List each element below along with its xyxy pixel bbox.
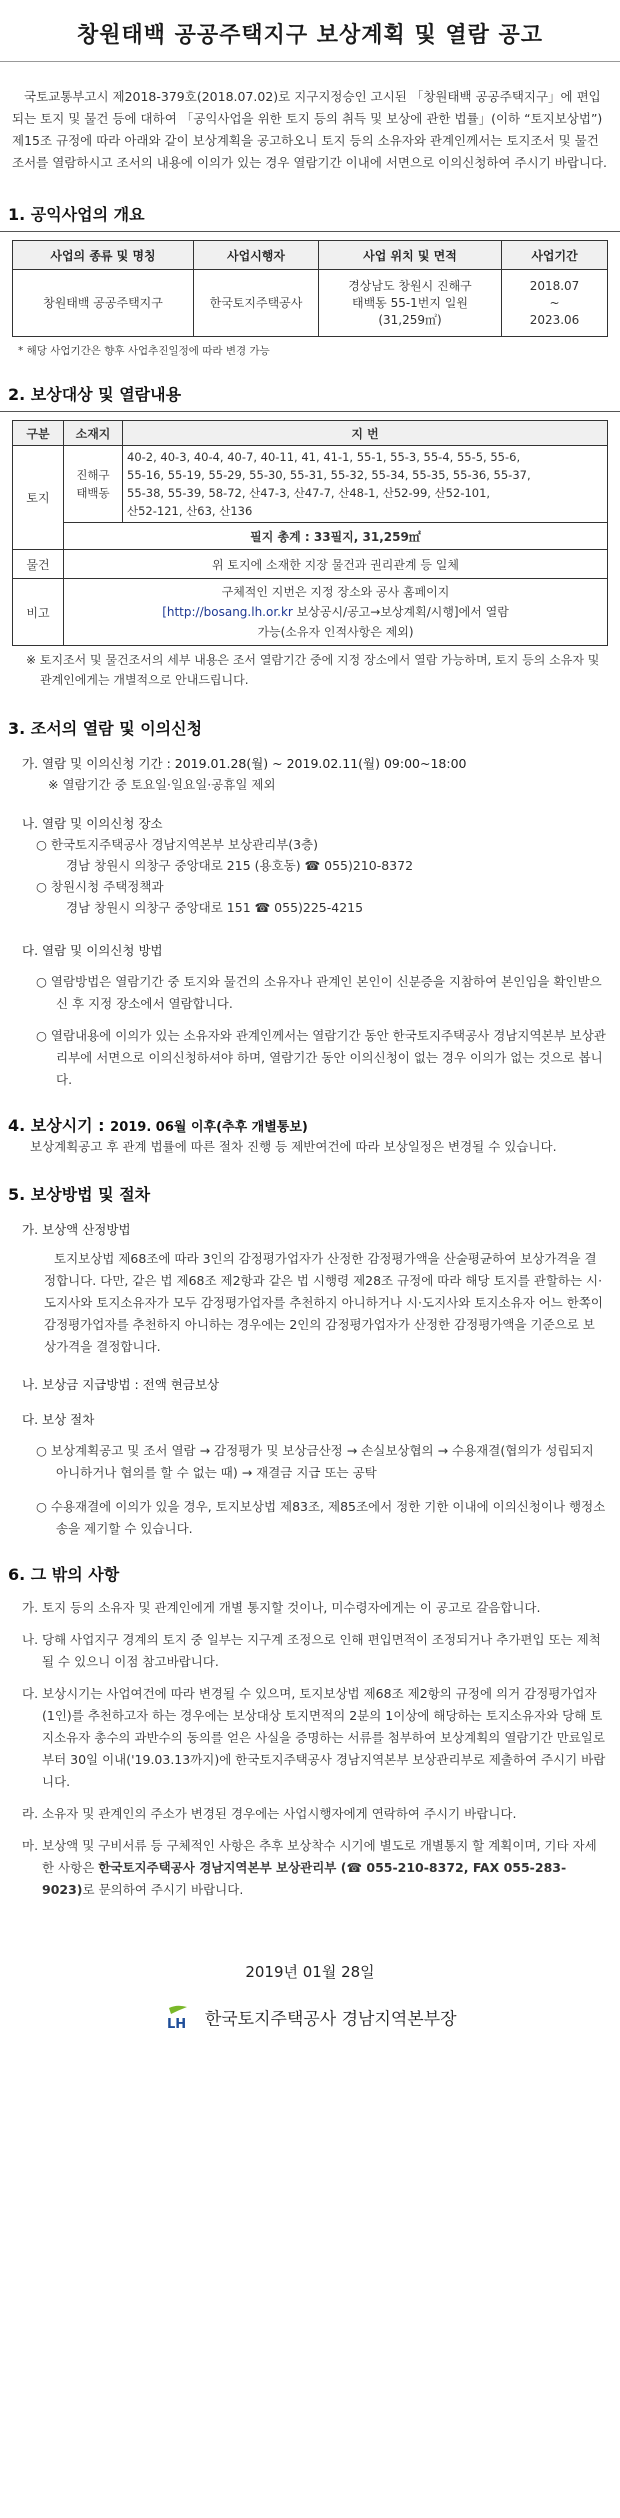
remark-line: 구체적인 지번은 지정 장소와 공사 홈페이지 bbox=[221, 585, 450, 599]
valuation-heading: 가. 보상액 산정방법 bbox=[22, 1222, 131, 1237]
notice-page bbox=[0, 18, 620, 2518]
remark-text: 보상공시/공고→보상계획/시행]에서 열람 bbox=[292, 605, 509, 619]
section-1-rule bbox=[0, 231, 620, 232]
project-overview-table bbox=[12, 240, 608, 337]
table-row bbox=[13, 523, 608, 550]
period-end: 2023.06 bbox=[529, 312, 580, 327]
project-name-cell: 창원태백 공공주택지구 bbox=[13, 270, 194, 337]
place-lh-address: 경남 창원시 의창구 중앙대로 215 (용호동) ☎ 055)210-8372 bbox=[66, 858, 414, 873]
table-row bbox=[13, 270, 608, 337]
payment-method: 나. 보상금 지급방법 : 전액 현금보상 bbox=[22, 1377, 220, 1392]
other-item-c: 다. 보상시기는 사업여건에 따라 변경될 수 있으며, 토지보상법 제68조 제2항의 규정에 의거 감정평가업자(1인)를 추천하고자 하는 경우에는 보상대상 토지면적의 2분의 1이상에 해당하는 토지소유자와 당해 토지소유자 총수의 과반수의 동의를 얻은 사실을 증명하는 서류를 첨부하여 보상계획의 열람기간 만료일로부터 30일 이내('19.03.13까지)에 한국토지주택공사 경남지역본부 보상관리부로 제출하여 주시기 바랍니다. bbox=[22, 1686, 606, 1789]
section-1-heading: 1. 공익사업의 개요 bbox=[8, 205, 145, 224]
lot-line: 55-16, 55-19, 55-29, 55-30, 55-31, 55-32, 55-34, 55-35, 55-36, 55-37, bbox=[127, 468, 531, 482]
remark-label: 비고 bbox=[13, 579, 64, 646]
location-area: (31,259㎡) bbox=[378, 312, 442, 327]
inspection-place-heading: 나. 열람 및 이의신청 장소 bbox=[22, 816, 163, 831]
procedure-2: ○ 수용재결에 이의가 있을 경우, 토지보상법 제83조, 제85조에서 정한 기한 이내에 이의신청이나 행정소송을 제기할 수 있습니다. bbox=[36, 1499, 606, 1536]
operator-cell: 한국토지주택공사 bbox=[194, 270, 319, 337]
contact-info: 한국토지주택공사 경남지역본부 보상관리부 (☎ 055-210-8372, FAX 055-283-9023) bbox=[42, 1860, 567, 1897]
logo-text: LH bbox=[167, 2017, 187, 2030]
issuer-name: 한국토지주택공사 경남지역본부장 bbox=[204, 2009, 457, 2030]
table-row bbox=[13, 550, 608, 579]
section-4-heading bbox=[0, 1113, 620, 1136]
lot-line: 55-38, 55-39, 58-72, 산47-3, 산47-7, 산48-1, 산52-99, 산52-101, bbox=[127, 486, 491, 500]
inspection-method-heading: 다. 열람 및 이의신청 방법 bbox=[22, 943, 163, 958]
lot-line: 산52-121, 산63, 산136 bbox=[127, 504, 253, 518]
other-item-d: 라. 소유자 및 관계인의 주소가 변경된 경우에는 사업시행자에게 연락하여 주시기 바랍니다. bbox=[22, 1806, 517, 1821]
compensation-target-table bbox=[12, 420, 608, 646]
procedure-1: ○ 보상계획공고 및 조서 열람 → 감정평가 및 보상금산정 → 손실보상협의 → 수용재결(협의가 성립되지 아니하거나 협의를 할 수 없는 때) → 재결금 지급 또는 공탁 bbox=[36, 1443, 594, 1480]
period-note: * 해당 사업기간은 향후 사업추진일정에 따라 변경 가능 bbox=[18, 345, 270, 357]
land-location-line: 진해구 bbox=[76, 468, 110, 482]
period-cell bbox=[502, 270, 608, 337]
section-4-label: 4. 보상시기 : bbox=[8, 1116, 111, 1135]
page-title: 창원태백 공공주택지구 보상계획 및 열람 공고 bbox=[76, 23, 544, 48]
lot-total-cell: 필지 총계 : 33필지, 31,259㎡ bbox=[64, 523, 608, 550]
place-cityhall: ○ 창원시청 주택정책과 bbox=[36, 879, 164, 894]
location-line: 태백동 55-1번지 일원 bbox=[351, 295, 468, 310]
table-header: 사업시행자 bbox=[194, 241, 319, 270]
inspection-method-2: ○ 열람내용에 이의가 있는 소유자와 관계인께서는 열람기간 동안 한국토지주택공사 경남지역본부 보상관리부에 서면으로 이의신청하셔야 하며, 열람기간 동안 이의신청이 없는 경우 이의가 없는 것으로 봅니다. bbox=[36, 1028, 606, 1087]
section-3-heading: 3. 조서의 열람 및 이의신청 bbox=[8, 719, 203, 738]
lot-numbers-cell bbox=[123, 446, 608, 523]
period-sep: ~ bbox=[549, 295, 560, 310]
period-start: 2018.07 bbox=[529, 278, 580, 293]
compensation-timing: 2019. 06월 이후(추후 개별통보) bbox=[110, 1120, 308, 1135]
table-header: 지 번 bbox=[123, 421, 608, 446]
table-header: 사업의 종류 및 명칭 bbox=[13, 241, 194, 270]
other-item-e bbox=[0, 1835, 620, 1901]
other-item-b: 나. 당해 사업지구 경계의 토지 중 일부는 지구계 조정으로 인해 편입면적이 조정되거나 추가편입 또는 제척될 수 있으니 이점 참고바랍니다. bbox=[22, 1632, 601, 1669]
other-item-e-text: 마. 보상액 및 구비서류 등 구체적인 사항은 추후 보상착수 시기에 별도로 개별통지 할 계획이며, 기타 자세한 사항은 bbox=[22, 1838, 597, 1875]
remark-line bbox=[64, 602, 607, 622]
homepage-link[interactable]: [http://bosang.lh.or.kr bbox=[162, 605, 293, 619]
land-label: 토지 bbox=[13, 446, 64, 550]
table-header: 사업기간 bbox=[502, 241, 608, 270]
inspection-footnote: ※ 토지조서 및 물건조서의 세부 내용은 조서 열람기간 중에 지정 장소에서 열람 가능하며, 토지 등의 소유자 및 관계인에게는 개별적으로 안내드립니다. bbox=[26, 653, 600, 687]
section-2-rule bbox=[0, 411, 620, 412]
section-6-heading: 6. 그 밖의 사항 bbox=[8, 1565, 120, 1584]
procedure-heading: 다. 보상 절차 bbox=[22, 1412, 95, 1427]
lot-line: 40-2, 40-3, 40-4, 40-7, 40-11, 41, 41-1, 55-1, 55-3, 55-4, 55-5, 55-6, bbox=[127, 450, 521, 464]
land-location-cell bbox=[64, 446, 123, 523]
table-header: 사업 위치 및 면적 bbox=[319, 241, 502, 270]
location-cell bbox=[319, 270, 502, 337]
inspection-period-note: ※ 열람기간 중 토요일·일요일·공휴일 제외 bbox=[48, 777, 276, 792]
inspection-method-1: ○ 열람방법은 열람기간 중 토지와 물건의 소유자나 관계인 본인이 신분증을 지참하여 본인임을 확인받으신 후 지정 장소에서 열람합니다. bbox=[36, 974, 602, 1011]
goods-text: 위 토지에 소재한 지장 물건과 권리관계 등 일체 bbox=[64, 550, 608, 579]
location-line: 경상남도 창원시 진해구 bbox=[348, 278, 472, 293]
land-location-line: 태백동 bbox=[76, 486, 110, 500]
table-header: 소재지 bbox=[64, 421, 123, 446]
place-cityhall-address: 경남 창원시 의창구 중앙대로 151 ☎ 055)225-4215 bbox=[66, 900, 364, 915]
lh-logo-icon bbox=[163, 2004, 199, 2030]
compensation-timing-text: 보상계획공고 후 관계 법률에 따른 절차 진행 등 제반여건에 따라 보상일정은 변경될 수 있습니다. bbox=[30, 1139, 557, 1154]
section-2-heading: 2. 보상대상 및 열람내용 bbox=[8, 385, 182, 404]
other-item-e-text: 로 문의하여 주시기 바랍니다. bbox=[82, 1882, 244, 1897]
issuer-signature bbox=[0, 2004, 620, 2030]
table-header: 구분 bbox=[13, 421, 64, 446]
table-row bbox=[13, 446, 608, 523]
remark-cell bbox=[64, 579, 608, 646]
section-5-heading: 5. 보상방법 및 절차 bbox=[8, 1185, 151, 1204]
intro-paragraph: 국토교통부고시 제2018-379호(2018.07.02)로 지구지정승인 고시된 「창원태백 공공주택지구」에 편입되는 토지 및 물건 등에 대하여 「공익사업을 위한 토지 등의 취득 및 보상에 관한 법률」(이하 “토지보상법”) 제15조 규정에 따라 아래와 같이 보상계획을 공고하오니 토지 등의 소유자와 관계인께서는 토지조서 및 물건조서를 열람하시고 조서의 내용에 이의가 있는 경우 열람기간 이내에 서면으로 이의신청하여 주시기 바랍니다. bbox=[12, 89, 608, 170]
other-item-a: 가. 토지 등의 소유자 및 관계인에게 개별 통지할 것이나, 미수령자에게는 이 공고로 갈음합니다. bbox=[22, 1600, 541, 1615]
inspection-period: 가. 열람 및 이의신청 기간 : 2019.01.28(월) ~ 2019.02.11(월) 09:00~18:00 bbox=[22, 756, 467, 771]
valuation-text: 토지보상법 제68조에 따라 3인의 감정평가업자가 산정한 감정평가액을 산술평균하여 보상가격을 결정합니다. 다만, 같은 법 제68조 제2항과 같은 법 시행령 제28조 규정에 따라 해당 토지를 관할하는 시·도지사와 토지소유자가 모두 감정평가업자를 추천하지 아니하거나 시·도지사와 토지소유자 어느 한쪽이 감정평가업자를 추천하지 아니하는 경우에는 2인의 감정평가업자가 산정한 감정평가액을 기준으로 보상가격을 결정합니다. bbox=[44, 1251, 603, 1354]
remark-line: 가능(소유자 인적사항은 제외) bbox=[257, 625, 414, 639]
notice-date: 2019년 01월 28일 bbox=[245, 1963, 375, 1981]
goods-label: 물건 bbox=[13, 550, 64, 579]
table-row bbox=[13, 579, 608, 646]
place-lh: ○ 한국토지주택공사 경남지역본부 보상관리부(3층) bbox=[36, 837, 319, 852]
